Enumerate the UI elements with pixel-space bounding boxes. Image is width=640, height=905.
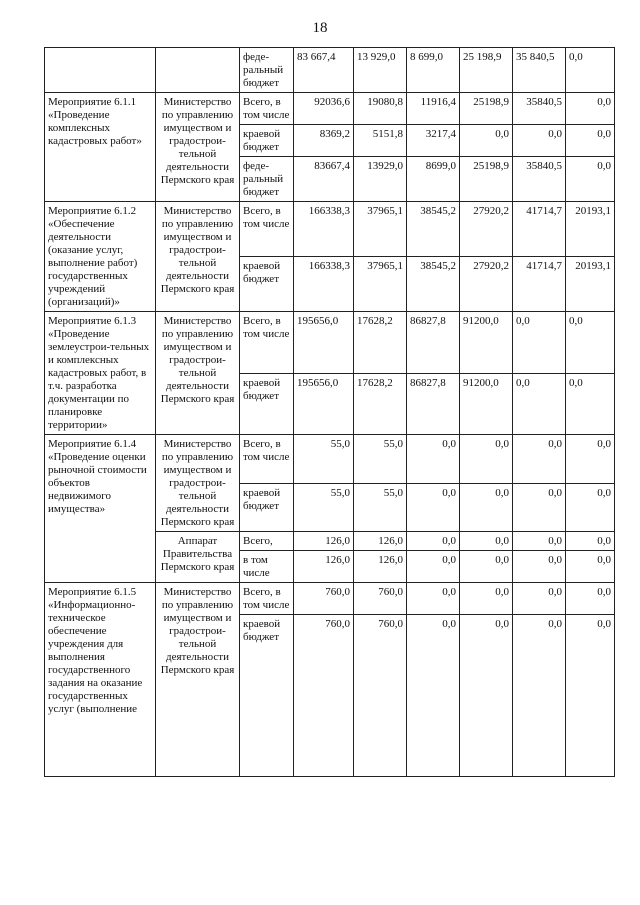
value-cell: 8369,2 [294,125,354,157]
value-cell: 19080,8 [354,93,407,125]
event-cell: Мероприятие 6.1.5 «Информационно-техническое обеспечение учреждения для выполнения государственного задания на оказание государственных услуг (выполнение [45,583,156,777]
value-cell: 5151,8 [354,125,407,157]
value-cell: 760,0 [294,615,354,777]
value-cell: 0,0 [407,615,460,777]
value-cell: 41714,7 [513,202,566,257]
executor-cell: Министерство по управлению имуществом и градострои-тельной деятельности Пермского края [156,202,240,312]
value-cell: 0,0 [566,483,615,532]
value-cell: 0,0 [460,483,513,532]
source-cell: краевой бюджет [240,125,294,157]
value-cell: 760,0 [354,583,407,615]
table-row [45,583,615,615]
value-cell: 55,0 [294,435,354,484]
value-cell: 0,0 [566,93,615,125]
table-row [45,93,615,125]
source-cell: краевой бюджет [240,483,294,532]
value-cell: 0,0 [460,435,513,484]
value-cell: 0,0 [513,435,566,484]
value-cell: 41714,7 [513,257,566,312]
value-cell: 0,0 [513,615,566,777]
value-cell: 92036,6 [294,93,354,125]
value-cell: 0,0 [407,532,460,551]
value-cell: 55,0 [354,435,407,484]
source-cell: Всего, в том числе [240,93,294,125]
value-cell: 11916,4 [407,93,460,125]
value-cell: 0,0 [513,125,566,157]
value-cell: 126,0 [294,532,354,551]
event-cell: Мероприятие 6.1.2 «Обеспечение деятельности (оказание услуг, выполнение работ) государственных учреждений (организаций)» [45,202,156,312]
value-cell: 37965,1 [354,257,407,312]
value-cell: 0,0 [566,551,615,583]
value-cell: 27920,2 [460,202,513,257]
value-cell: 8699,0 [407,157,460,202]
value-cell: 8 699,0 [407,48,460,93]
value-cell: 35 840,5 [513,48,566,93]
table-row [45,435,615,484]
source-cell: феде-ральный бюджет [240,157,294,202]
value-cell: 0,0 [566,312,615,374]
value-cell: 0,0 [460,615,513,777]
value-cell: 25198,9 [460,157,513,202]
value-cell: 126,0 [294,551,354,583]
executor-cell: Министерство по управлению имуществом и градострои-тельной деятельности Пермского края [156,435,240,532]
value-cell: 0,0 [407,583,460,615]
source-cell: в том числе [240,551,294,583]
table-row [45,202,615,257]
value-cell: 86827,8 [407,312,460,374]
value-cell: 20193,1 [566,202,615,257]
value-cell: 55,0 [294,483,354,532]
source-cell: Всего, в том числе [240,202,294,257]
value-cell: 38545,2 [407,202,460,257]
value-cell: 0,0 [566,48,615,93]
table-row [45,48,615,93]
value-cell: 17628,2 [354,312,407,374]
value-cell: 0,0 [513,373,566,435]
source-cell: Всего, в том числе [240,583,294,615]
executor-cell: Министерство по управлению имуществом и градострои-тельной деятельности Пермского края [156,93,240,202]
value-cell: 126,0 [354,551,407,583]
page-number: 18 [312,20,328,36]
value-cell: 0,0 [566,583,615,615]
source-cell: краевой бюджет [240,257,294,312]
event-cell [45,48,156,93]
source-cell: феде-ральный бюджет [240,48,294,93]
value-cell: 166338,3 [294,257,354,312]
value-cell: 83 667,4 [294,48,354,93]
value-cell: 0,0 [566,157,615,202]
value-cell: 126,0 [354,532,407,551]
value-cell: 38545,2 [407,257,460,312]
value-cell: 27920,2 [460,257,513,312]
value-cell: 37965,1 [354,202,407,257]
value-cell: 195656,0 [294,373,354,435]
value-cell: 25198,9 [460,93,513,125]
value-cell: 195656,0 [294,312,354,374]
value-cell: 55,0 [354,483,407,532]
table-row [45,312,615,374]
value-cell: 0,0 [513,483,566,532]
value-cell: 0,0 [566,373,615,435]
executor-cell: Министерство по управлению имуществом и градострои-тельной деятельности Пермского края [156,312,240,435]
value-cell: 0,0 [513,532,566,551]
budget-table [44,47,615,777]
value-cell: 91200,0 [460,312,513,374]
value-cell: 35840,5 [513,157,566,202]
source-cell: краевой бюджет [240,373,294,435]
value-cell: 0,0 [407,483,460,532]
executor-cell: Аппарат Правительства Пермского края [156,532,240,583]
value-cell: 0,0 [566,125,615,157]
value-cell: 91200,0 [460,373,513,435]
executor-cell: Министерство по управлению имуществом и градострои-тельной деятельности Пермского края [156,583,240,777]
value-cell: 0,0 [460,583,513,615]
value-cell: 166338,3 [294,202,354,257]
value-cell: 13929,0 [354,157,407,202]
value-cell: 17628,2 [354,373,407,435]
value-cell: 0,0 [513,583,566,615]
value-cell: 0,0 [566,615,615,777]
source-cell: краевой бюджет [240,615,294,777]
executor-cell [156,48,240,93]
value-cell: 20193,1 [566,257,615,312]
value-cell: 3217,4 [407,125,460,157]
value-cell: 0,0 [460,125,513,157]
source-cell: Всего, [240,532,294,551]
value-cell: 760,0 [294,583,354,615]
event-cell: Мероприятие 6.1.4 «Проведение оценки рыночной стоимости объектов недвижимого имущества» [45,435,156,583]
value-cell: 0,0 [513,551,566,583]
source-cell: Всего, в том числе [240,312,294,374]
value-cell: 0,0 [407,435,460,484]
value-cell: 83667,4 [294,157,354,202]
value-cell: 0,0 [513,312,566,374]
value-cell: 86827,8 [407,373,460,435]
event-cell: Мероприятие 6.1.1 «Проведение комплексных кадастровых работ» [45,93,156,202]
value-cell: 25 198,9 [460,48,513,93]
value-cell: 0,0 [460,551,513,583]
value-cell: 760,0 [354,615,407,777]
value-cell: 35840,5 [513,93,566,125]
value-cell: 0,0 [566,435,615,484]
event-cell: Мероприятие 6.1.3 «Проведение землеустрои-тельных и комплексных кадастровых работ, в т.ч. разработка документации по планировке территории» [45,312,156,435]
value-cell: 13 929,0 [354,48,407,93]
value-cell: 0,0 [407,551,460,583]
value-cell: 0,0 [460,532,513,551]
value-cell: 0,0 [566,532,615,551]
source-cell: Всего, в том числе [240,435,294,484]
